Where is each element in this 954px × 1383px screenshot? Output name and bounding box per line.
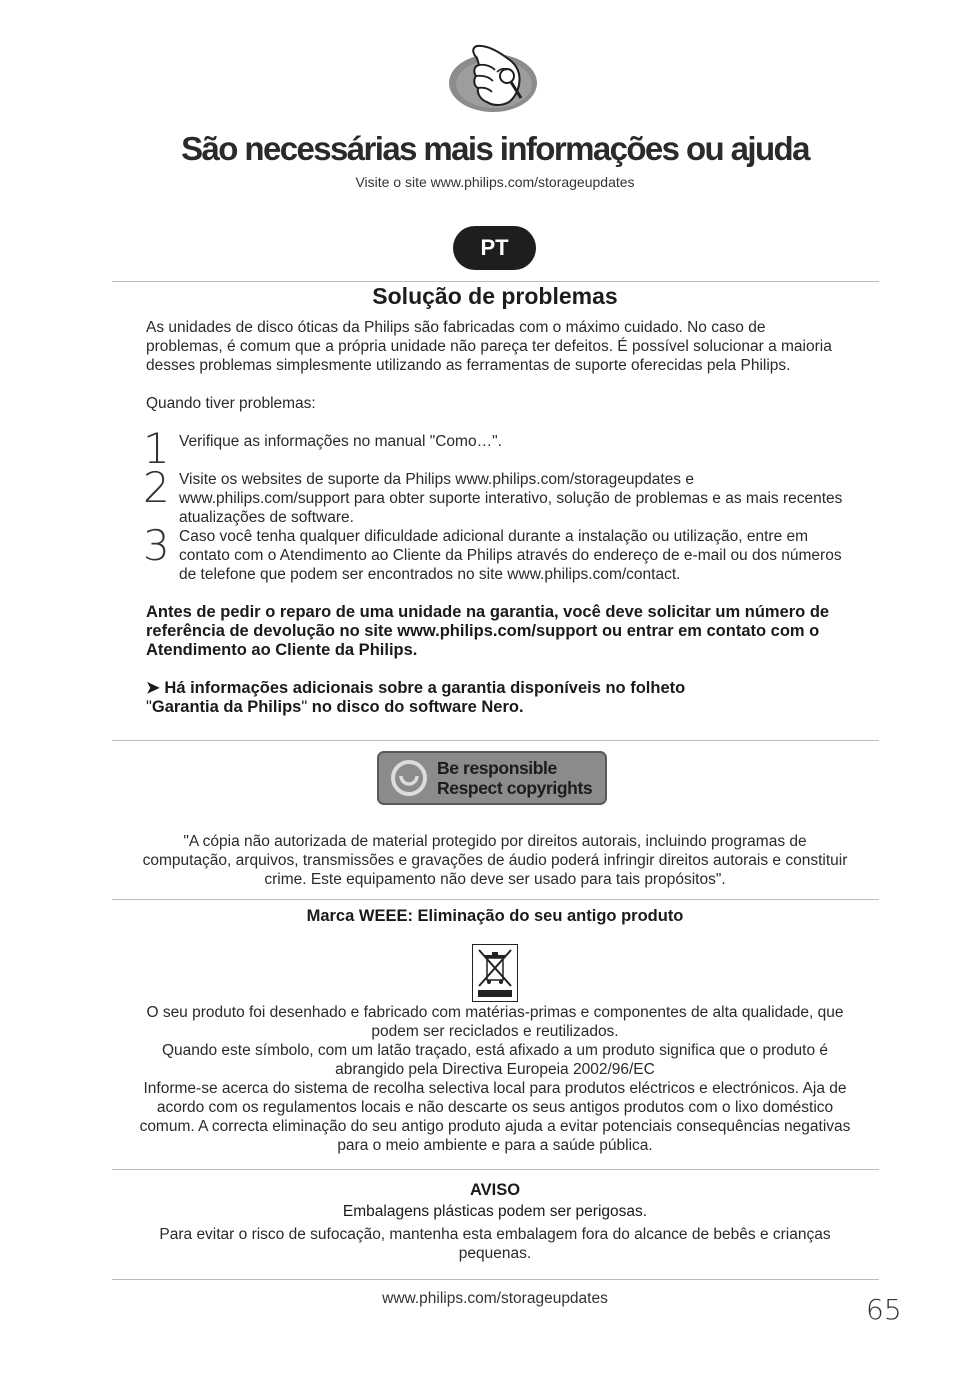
warranty-note: Antes de pedir o reparo de uma unidade na garantia, você deve solicitar um número de referência de devolução no site www.philips.com/support ou entrar em contato com o Atendimento ao Cliente da Philips. — [146, 603, 830, 659]
language-badge: PT — [453, 226, 536, 270]
divider — [112, 899, 879, 900]
extra-info-line1: Há informações adicionais sobre a garantia disponíveis no folheto — [159, 679, 686, 697]
step-text: Visite os websites de suporte da Philips www.philips.com/storageupdates e www.philips.com/support para obter suporte interativo, solução de problemas e as mais recentes atualizações de software. — [179, 471, 843, 526]
warning-text: Para evitar o risco de sufocação, mantenha esta embalagem fora do alcance de bebês e crianças pequenas. — [159, 1226, 831, 1262]
quote-open: " — [146, 698, 152, 716]
weee-heading: Marca WEEE: Eliminação do seu antigo produto — [306, 907, 684, 925]
crossed-bin-icon — [472, 944, 518, 1002]
prompt-text: Quando tiver problemas: — [146, 395, 316, 412]
page-title: São necessárias mais informações ou ajuda — [181, 130, 809, 167]
page-number: 65 — [866, 1293, 902, 1326]
divider — [112, 281, 879, 282]
divider — [112, 1169, 879, 1170]
divider — [112, 740, 879, 741]
warning-subheading: Embalagens plásticas podem ser perigosas. — [342, 1203, 648, 1220]
weee-line: Quando este símbolo, com um latão traçado, está afixado a um produto significa que o produto é abrangido pela Directiva Europeia 2002/96/EC — [161, 1042, 829, 1078]
intro-paragraph: As unidades de disco óticas da Philips são fabricadas com o máximo cuidado. No caso de problemas, é comum que a própria unidade não pareça ter defeitos. É possível solucionar a maioria desses problemas simplesmente utilizando as ferramentas de suporte oferecidas pela Philips. — [146, 319, 832, 374]
weee-text — [130, 1003, 860, 1155]
warning-heading: AVISO — [469, 1181, 521, 1199]
step-number: 3 — [143, 521, 170, 570]
copyright-circle-icon — [387, 756, 431, 800]
extra-info — [146, 679, 846, 717]
weee-line: Informe-se acerca do sistema de recolha selectiva local para produtos eléctricos e electrónicos. Aja de acordo com os regulamentos locais e não descarte os seus antigos produtos com o lixo doméstico comum. A correcta eliminação do seu antigo produto ajuda a evitar potenciais consequências negativas para o meio ambiente e para a saúde pública. — [139, 1080, 851, 1154]
extra-info-line2: no disco do software Nero. — [307, 698, 524, 716]
divider — [112, 1279, 879, 1280]
step-text: Caso você tenha qualquer dificuldade adicional durante a instalação ou utilização, entre em contato com o Atendimento ao Cliente da Philips através do endereço de e-mail ou dos números de telefone que podem ser encontrados no site www.philips.com/contact. — [179, 528, 842, 583]
step-text: Verifique as informações no manual "Como…". — [179, 433, 502, 450]
page-subtitle: Visite o site www.philips.com/storageupdates — [355, 174, 635, 190]
weee-line: O seu produto foi desenhado e fabricado com matérias-primas e componentes de alta qualidade, que podem ser reciclados e reutilizados. — [146, 1004, 844, 1040]
copyright-notice: "A cópia não autorizada de material protegido por direitos autorais, incluindo programas de computação, arquivos, transmissões e gravações de áudio poderá infringir direitos autorais e constituir crime. Este equipamento não deve ser usado para tais propósitos". — [142, 833, 848, 888]
brochure-name: Garantia da Philips — [151, 698, 302, 716]
section-heading: Solução de problemas — [372, 283, 618, 309]
footer-url: www.philips.com/storageupdates — [382, 1290, 608, 1307]
step-number: 1 — [143, 424, 170, 473]
pointing-hand-icon — [447, 44, 539, 114]
arrow-icon: ➤ — [146, 679, 160, 697]
step-number: 2 — [143, 463, 170, 512]
copyright-badge — [377, 751, 607, 805]
badge-line2: Respect copyrights — [437, 778, 593, 798]
badge-line1: Be responsible — [437, 758, 557, 778]
quote-close: " — [301, 698, 308, 716]
